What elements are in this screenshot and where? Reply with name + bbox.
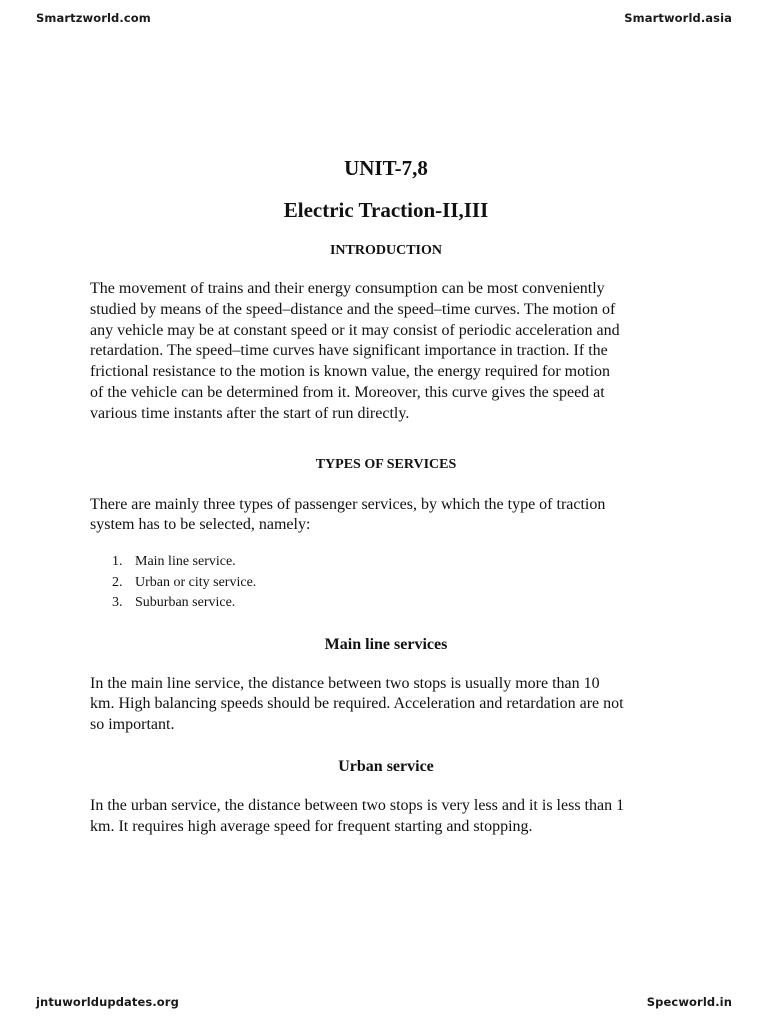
header-left-watermark: Smartzworld.com: [36, 11, 151, 25]
list-number: 1.: [112, 554, 123, 570]
list-item: [90, 593, 682, 614]
text-line: of the vehicle can be determined from it. Moreover, this curve gives the speed at: [90, 383, 605, 401]
footer-right-watermark: Specworld.in: [646, 995, 732, 1009]
urban-service-heading: Urban service: [338, 758, 434, 776]
text-line: so important.: [90, 716, 175, 734]
list-item-text: Urban or city service.: [135, 574, 257, 590]
text-line: any vehicle may be at constant speed or it may consist of periodic acceleration and: [90, 321, 620, 339]
text-line: various time instants after the start of run directly.: [90, 404, 410, 422]
header-right-watermark: Smartworld.asia: [624, 11, 732, 25]
text-line: retardation. The speed–time curves have significant importance in traction. If the: [90, 342, 608, 360]
types-of-services-heading: TYPES OF SERVICES: [315, 456, 457, 472]
text-line: studied by means of the speed–distance and the speed–time curves. The motion of: [90, 300, 616, 318]
text-line: system has to be selected, namely:: [90, 516, 311, 534]
text-line: frictional resistance to the motion is known value, the energy required for motion: [90, 363, 611, 381]
list-item: [90, 573, 682, 594]
types-paragraph: [90, 495, 682, 537]
main-line-heading: Main line services: [324, 635, 448, 653]
list-item: [90, 552, 682, 573]
footer-left-watermark: jntuworldupdates.org: [36, 995, 179, 1009]
text-line: km. It requires high average speed for frequent starting and stopping.: [90, 817, 533, 835]
text-line: In the urban service, the distance between two stops is very less and it is less than 1: [90, 797, 625, 815]
main-line-paragraph: [90, 674, 682, 736]
unit-title: UNIT-7,8: [344, 156, 428, 180]
list-item-text: Main line service.: [135, 554, 236, 570]
document-body: [90, 152, 682, 838]
introduction-paragraph: [90, 279, 682, 425]
list-item-text: Suburban service.: [135, 595, 236, 611]
service-types-list: [90, 552, 682, 614]
text-line: The movement of trains and their energy consumption can be most conveniently: [90, 280, 605, 297]
introduction-heading: INTRODUCTION: [329, 243, 442, 258]
text-line: km. High balancing speeds should be required. Acceleration and retardation are not: [90, 695, 624, 713]
text-line: There are mainly three types of passenger services, by which the type of traction: [90, 495, 606, 513]
chapter-subtitle: Electric Traction-II,III: [283, 198, 489, 222]
list-number: 3.: [112, 595, 123, 611]
text-line: In the main line service, the distance between two stops is usually more than 10: [90, 674, 600, 692]
urban-service-paragraph: [90, 796, 682, 838]
list-number: 2.: [112, 574, 123, 590]
